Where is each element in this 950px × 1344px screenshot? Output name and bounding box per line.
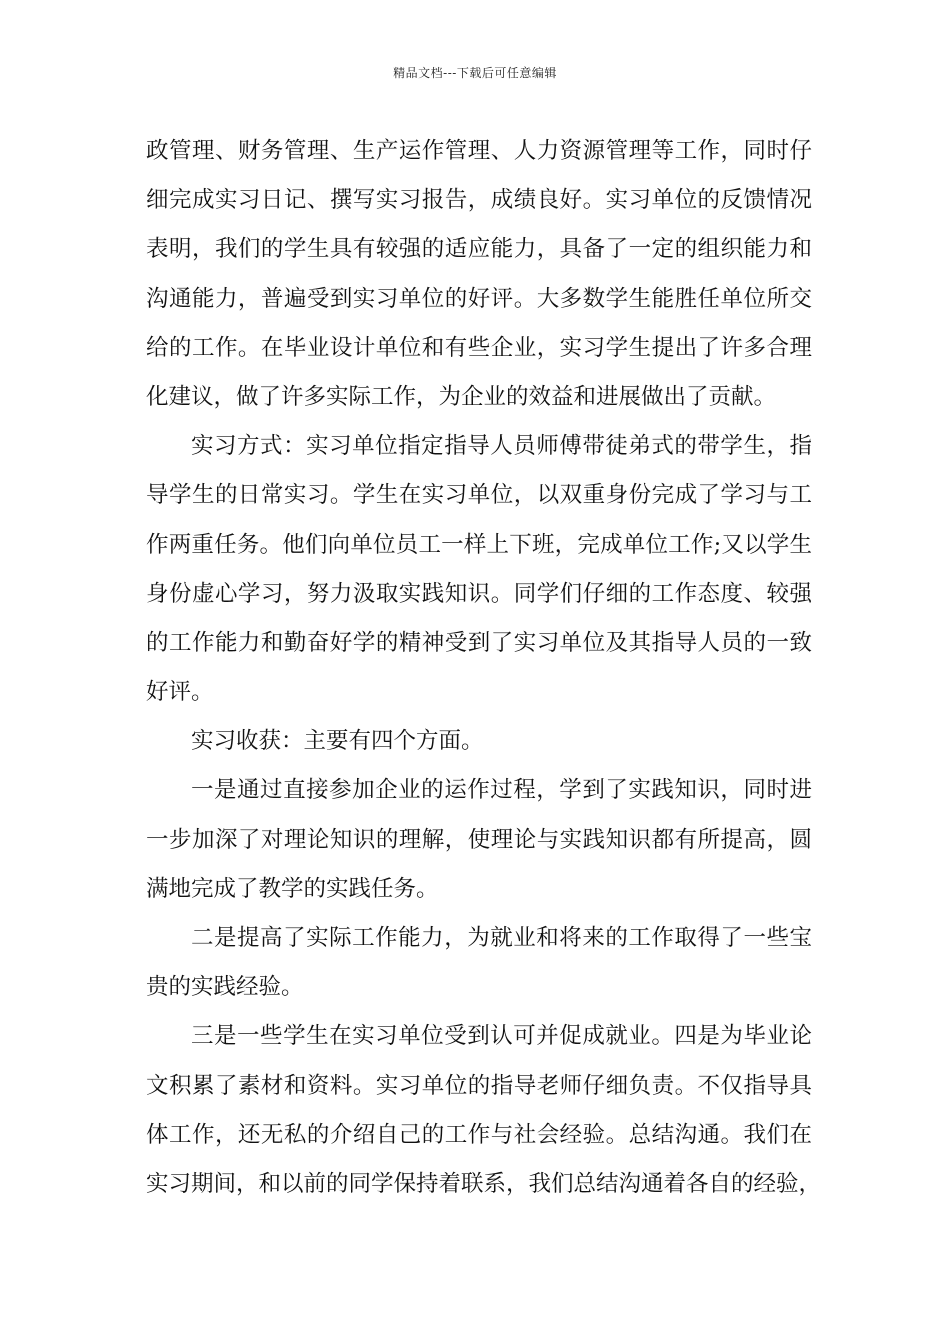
text-line: 导学生的日常实习。学生在实习单位，以双重身份完成了学习与工	[146, 482, 812, 509]
paragraph	[146, 914, 812, 1012]
text-line: 化建议，做了许多实际工作，为企业的效益和进展做出了贡献。	[146, 383, 777, 410]
text-line: 政管理、财务管理、生产运作管理、人力资源管理等工作，同时仔	[146, 138, 812, 164]
header-text: 精品文档---下载后可任意编辑	[393, 66, 557, 80]
text-line: 表明，我们的学生具有较强的适应能力，具备了一定的组织能力和	[146, 236, 812, 263]
text-line: 体工作，还无私的介绍自己的工作与社会经验。总结沟通。我们在	[146, 1121, 812, 1148]
document-body	[146, 127, 822, 1209]
paragraph	[146, 127, 812, 422]
text-line: 实习期间，和以前的同学保持着联系，我们总结沟通着各自的经验，	[146, 1170, 822, 1197]
text-line: 满地完成了教学的实践任务。	[146, 875, 439, 902]
paragraph	[146, 422, 812, 717]
text-line: 一是通过直接参加企业的运作过程，学到了实践知识，同时进	[191, 777, 812, 804]
text-line: 文积累了素材和资料。实习单位的指导老师仔细负责。不仅指导具	[146, 1072, 812, 1099]
page-header	[0, 64, 950, 81]
text-line: 三是一些学生在实习单位受到认可并促成就业。四是为毕业论	[191, 1023, 812, 1050]
paragraph	[146, 1012, 822, 1209]
text-line: 好评。	[146, 679, 214, 706]
text-line: 给的工作。在毕业设计单位和有些企业，实习学生提出了许多合理	[146, 334, 812, 361]
text-line: 实习方式：实习单位指定指导人员师傅带徒弟式的带学生，指	[191, 433, 812, 460]
text-line: 作两重任务。他们向单位员工一样上下班，完成单位工作;又以学生	[146, 531, 812, 558]
text-line: 细完成实习日记、撰写实习报告，成绩良好。实习单位的反馈情况	[146, 187, 812, 214]
text-line: 一步加深了对理论知识的理解，使理论与实践知识都有所提高，圆	[146, 826, 812, 853]
text-line: 沟通能力，普遍受到实习单位的好评。大多数学生能胜任单位所交	[146, 285, 812, 312]
text-line: 的工作能力和勤奋好学的精神受到了实习单位及其指导人员的一致	[146, 629, 812, 656]
text-line: 实习收获：主要有四个方面。	[191, 728, 484, 755]
text-line: 贵的实践经验。	[146, 974, 304, 1001]
paragraph	[146, 766, 812, 914]
text-line: 身份虚心学习，努力汲取实践知识。同学们仔细的工作态度、较强	[146, 580, 812, 607]
paragraph	[146, 717, 812, 766]
text-line: 二是提高了实际工作能力，为就业和将来的工作取得了一些宝	[191, 925, 812, 951]
